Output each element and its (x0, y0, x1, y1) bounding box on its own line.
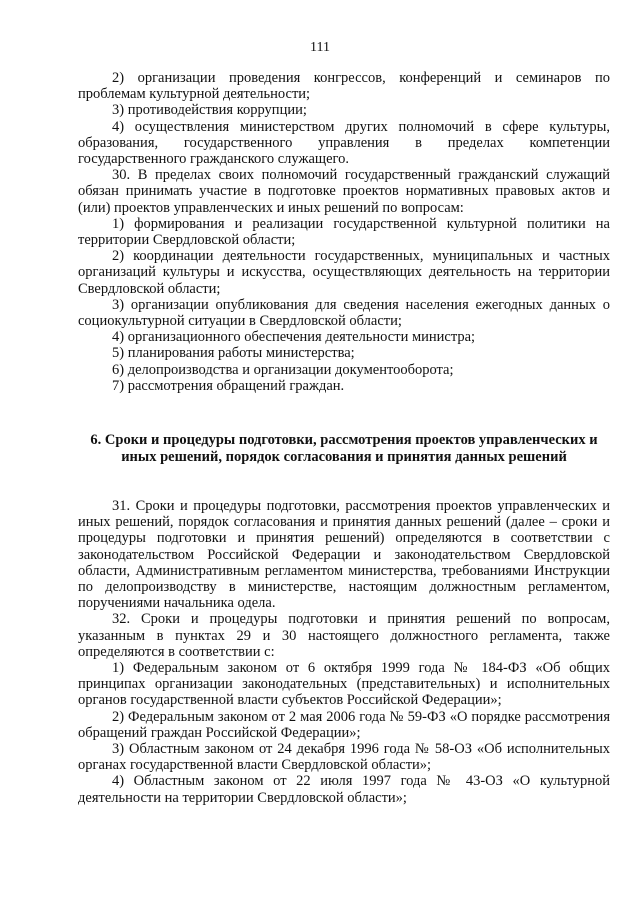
paragraph: 3) организации опубликования для сведения населения ежегодных данных о социокультурной ситуации в Свердловской области; (78, 296, 610, 330)
page-number: 111 (310, 40, 330, 55)
paragraph: 4) Областным законом от 22 июля 1997 года № 43-ОЗ «О культурной деятельности на территории Свердловской области»; (78, 773, 610, 806)
section-6-heading: 6. Сроки и процедуры подготовки, рассмотрения проектов управленческих и иных решений, порядок согласования и принятия данных решений (90, 432, 598, 465)
paragraph: 32. Сроки и процедуры подготовки и принятия решений по вопросам, указанным в пунктах 29 и 30 настоящего должностного регламента, также определяются в соответствии с: (78, 611, 610, 660)
paragraph: 3) противодействия коррупции; (112, 102, 307, 119)
paragraph: 7) рассмотрения обращений граждан. (112, 377, 345, 394)
paragraph: 4) осуществления министерством других полномочий в сфере культуры, образования, государственного управления в пределах компетенции государственного гражданского служащего. (78, 118, 610, 168)
paragraph: 1) формирования и реализации государственной культурной политики на территории Свердловской области; (78, 215, 610, 249)
paragraph: 6) делопроизводства и организации документооборота; (112, 361, 454, 378)
paragraph: 2) координации деятельности государственных, муниципальных и частных организаций культуры и искусства, осуществляющих деятельность на территории Свердловской области; (78, 248, 610, 297)
paragraph: 5) планирования работы министерства; (112, 345, 355, 362)
paragraph: 2) организации проведения конгрессов, конференций и семинаров по проблемам культурной деятельности; (78, 70, 610, 103)
paragraph: 31. Сроки и процедуры подготовки, рассмотрения проектов управленческих и иных решений, порядок согласования и принятия данных решений (далее – сроки и процедуры подготовки и принятия решений) определяются в соответствии с законодательством Российской Федерации и законодательством Свердловской области, Административным регламентом министерства, требованиями Инструкции по делопроизводству в министерстве, настоящим должностным регламентом, поручениями начальника одела. (78, 498, 610, 612)
section-6-body (78, 498, 610, 806)
paragraph: 2) Федеральным законом от 2 мая 2006 года № 59-ФЗ «О порядке рассмотрения обращений граждан Российской Федерации»; (78, 708, 610, 741)
paragraph: 1) Федеральным законом от 6 октября 1999 года № 184-ФЗ «Об общих принципах организации законодательных (представительных) и исполнительных органов государственной власти субъектов Российской Федерации»; (78, 660, 610, 709)
paragraph: 4) организационного обеспечения деятельности министра; (112, 329, 476, 346)
section-5-continuation (78, 70, 610, 394)
paragraph: 3) Областным законом от 24 декабря 1996 года № 58-ОЗ «Об исполнительных органах государственной власти Свердловской области»; (78, 741, 610, 774)
paragraph: 30. В пределах своих полномочий государственный гражданский служащий обязан принимать участие в подготовке проектов нормативных правовых актов и (или) проектов управленческих и иных решений по вопросам: (78, 167, 610, 216)
